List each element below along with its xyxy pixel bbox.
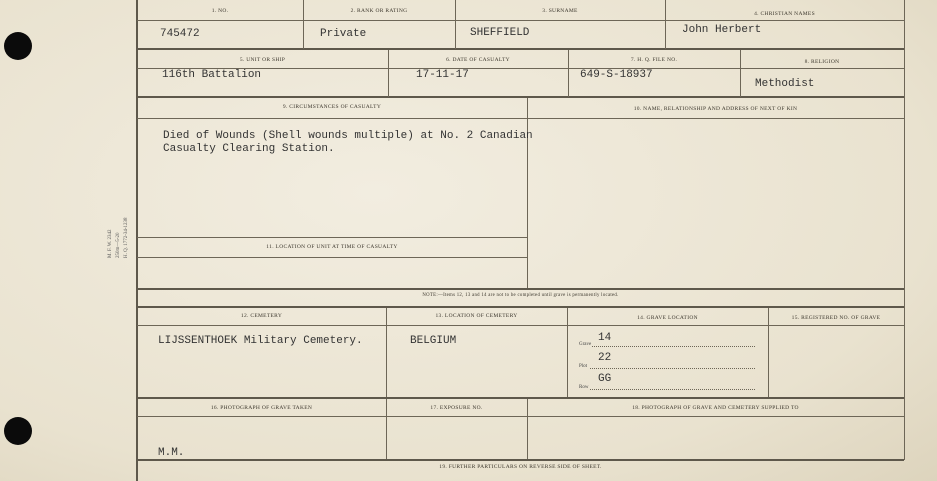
header-cemetery: 12. CEMETERY	[240, 313, 283, 319]
row-label: Row	[579, 385, 589, 390]
plot-label: Plot	[579, 364, 588, 369]
header-rank: 2. RANK OR RATING	[350, 8, 408, 14]
header-file-no: 7. H. Q. FILE NO.	[630, 57, 678, 63]
header-exposure: 17. EXPOSURE NO.	[430, 405, 483, 411]
header-cemetery-location: 13. LOCATION OF CEMETERY	[435, 313, 518, 319]
rank-value: Private	[320, 28, 367, 40]
side-print: H. Q. 1772-34-1238	[124, 217, 129, 258]
header-unit: 5. UNIT OR SHIP	[239, 57, 286, 63]
photo-taken-value: M.M.	[158, 447, 185, 459]
header-photo-supplied: 18. PHOTOGRAPH OF GRAVE AND CEMETERY SUPPLIED TO	[632, 405, 799, 411]
side-print: 250m—5-20	[116, 232, 121, 258]
header-surname: 3. SURNAME	[542, 8, 578, 14]
header-christian-names: 4. CHRISTIAN NAMES	[754, 11, 815, 17]
grave-value: 14	[598, 332, 612, 344]
grave-label: Grave	[579, 342, 592, 347]
header-location-unit: 11. LOCATION OF UNIT AT TIME OF CASUALTY	[266, 244, 398, 250]
header-religion: 8. RELIGION	[804, 59, 840, 65]
header-registered-no: 15. REGISTERED NO. OF GRAVE	[791, 315, 881, 321]
circumstances-line: Died of Wounds (Shell wounds multiple) at No. 2 Canadian	[163, 130, 533, 142]
header-photo-taken: 16. PHOTOGRAPH OF GRAVE TAKEN	[210, 405, 313, 411]
header-no: 1. NO.	[211, 8, 229, 14]
side-print: M. F. W. 2342	[108, 229, 113, 258]
unit-value: 116th Battalion	[162, 69, 262, 81]
punch-hole	[4, 417, 32, 445]
footer-further-particulars: 19. FURTHER PARTICULARS ON REVERSE SIDE OF SHEET.	[439, 464, 602, 470]
note-text: NOTE:—Items 12, 13 and 14 are not to be completed until grave is permanently located.	[422, 293, 619, 298]
header-date: 6. DATE OF CASUALTY	[446, 57, 510, 63]
date-value: 17-11-17	[416, 69, 469, 81]
file-no-value: 649-S-18937	[580, 69, 653, 81]
header-grave-location: 14. GRAVE LOCATION	[637, 315, 698, 321]
header-next-of-kin: 10. NAME, RELATIONSHIP AND ADDRESS OF NEXT OF KIN	[633, 106, 798, 112]
circumstances-line: Casualty Clearing Station.	[163, 143, 335, 155]
surname-value: SHEFFIELD	[470, 27, 530, 39]
cemetery-location-value: BELGIUM	[410, 335, 457, 347]
header-circumstances: 9. CIRCUMSTANCES OF CASUALTY	[282, 104, 382, 110]
christian-names-value: John Herbert	[682, 24, 762, 36]
plot-value: 22	[598, 352, 612, 364]
punch-hole	[4, 32, 32, 60]
service-number: 745472	[160, 28, 200, 40]
religion-value: Methodist	[755, 78, 815, 90]
row-value: GG	[598, 373, 612, 385]
cemetery-value: LIJSSENTHOEK Military Cemetery.	[158, 335, 363, 347]
